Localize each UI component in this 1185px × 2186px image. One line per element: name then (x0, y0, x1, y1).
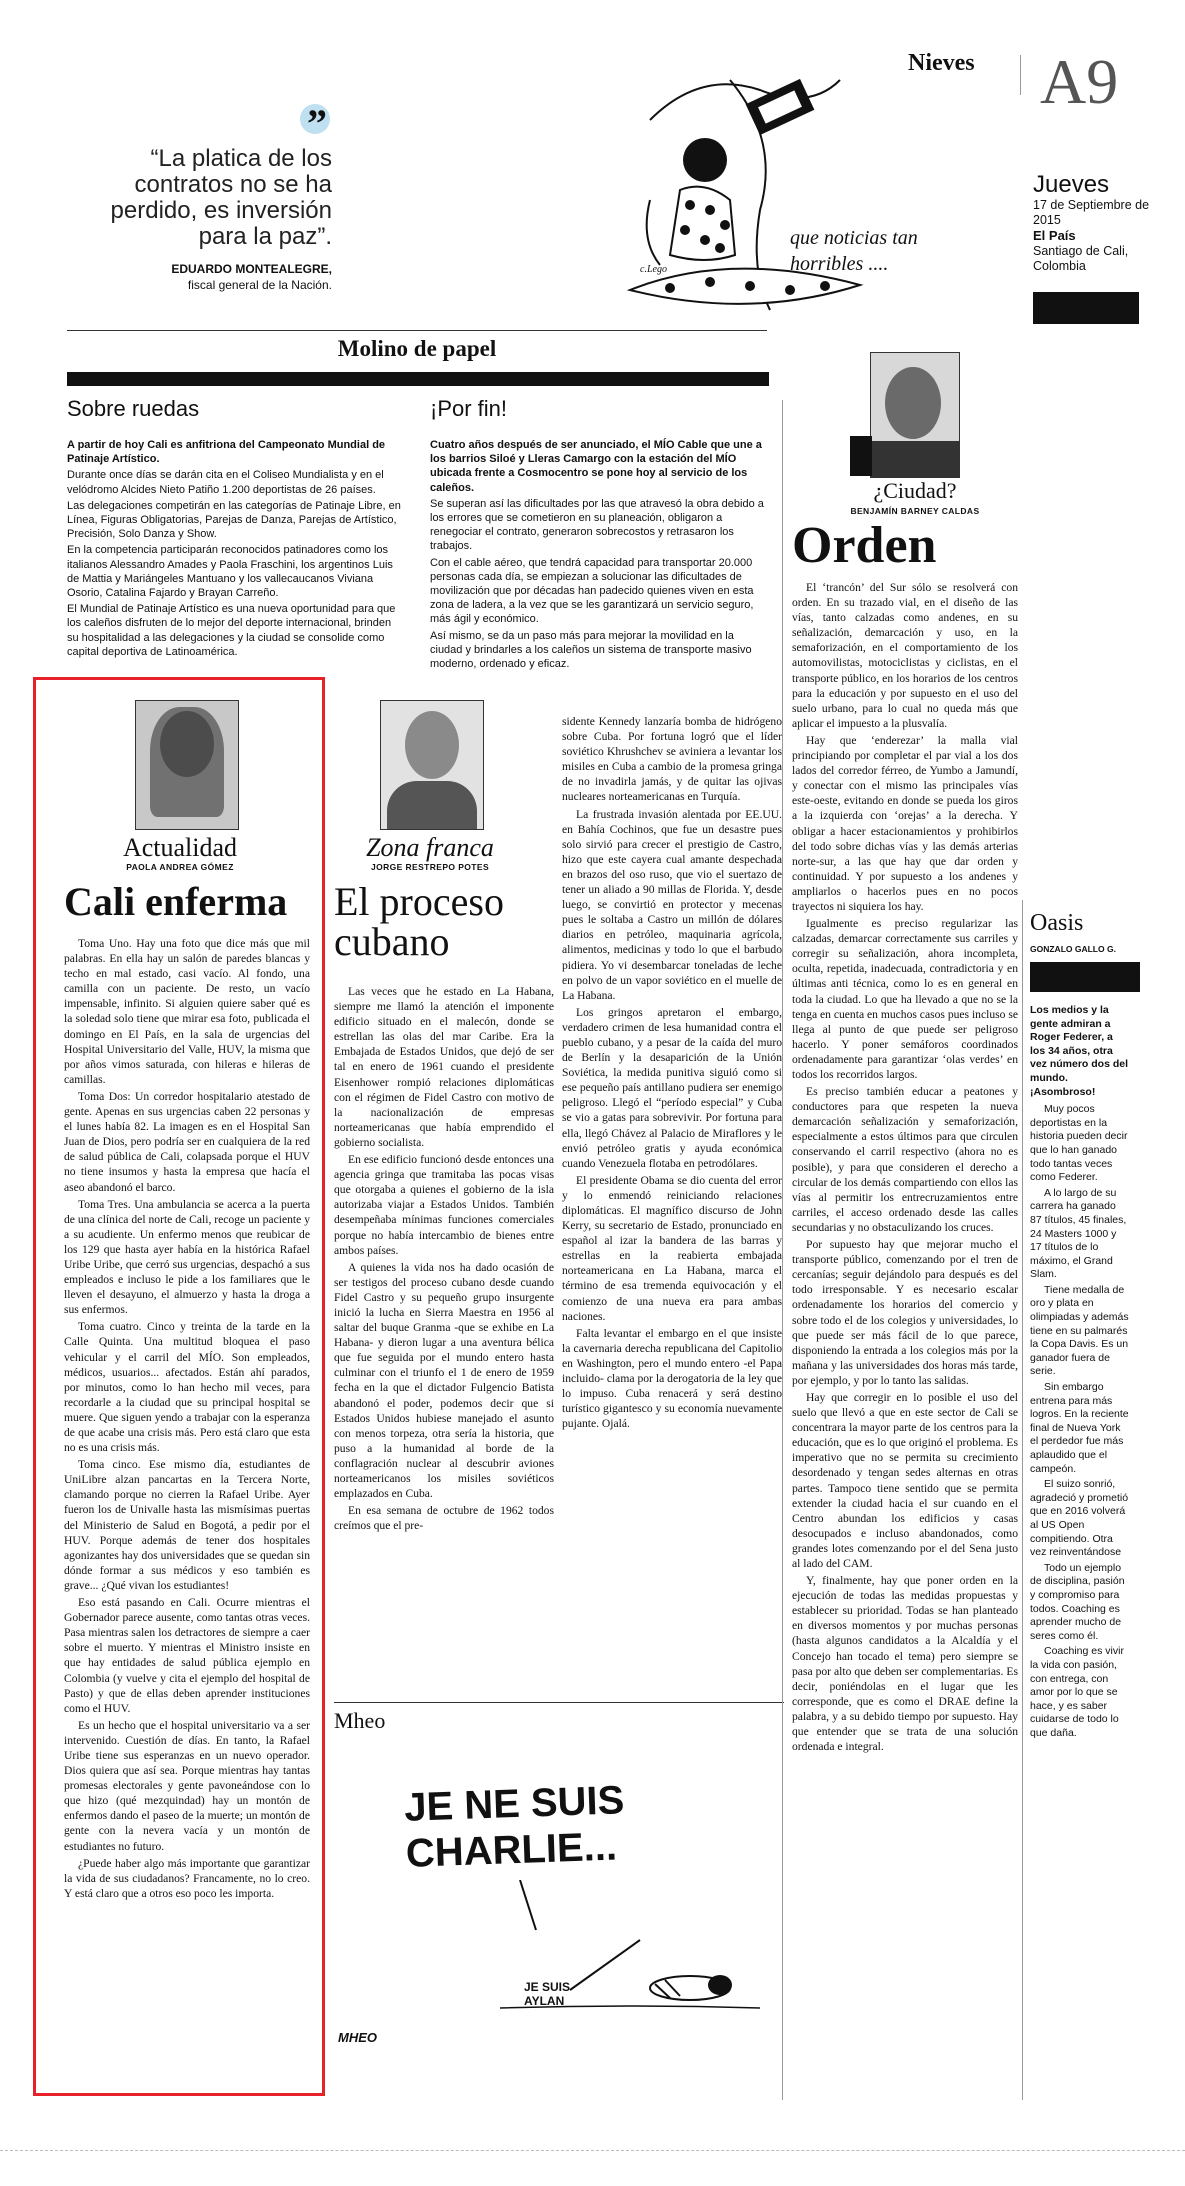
zona-franca-paragraph: En esa semana de octubre de 1962 todos creímos que el pre- (334, 1504, 554, 1533)
ciudad-paragraph: El ‘trancón’ del Sur sólo se resolverá con orden. En su trazado vial, en el diseño de las vías, tanto calzadas como andenes, en su señalización, demarcación y uso, en la semaforización, en el comportamiento de los automovilistas, motociclistas y ciclistas, en el transporte público, en los horarios de los centros para la educación y por supuesto en el uso del suelo urbano, para lo cual no queda más que aplicar el impuesto a la plusvalía. (792, 581, 1018, 730)
oasis-paragraph: Muy pocos deportistas en la historia pueden decir que lo han ganado todo tantas veces como Federer. (1030, 1103, 1128, 1184)
sobre-ruedas-paragraph: Durante once días se darán cita en el Coliseo Mundialista y en el velódromo Alcides Nieto Patiño 1.200 deportistas de 26 países. (67, 469, 384, 496)
ciudad-kicker: ¿Ciudad? (873, 478, 957, 503)
sobre-ruedas-lead: A partir de hoy Cali es anfitriona del Campeonato Mundial de Patinaje Artístico. (67, 439, 386, 466)
gomez-hair (150, 707, 224, 817)
oasis-byline: GONZALO GALLO G. (1030, 944, 1116, 954)
barney-photo-bar (850, 436, 872, 476)
restrepo-shirt (387, 781, 477, 829)
zona-franca-paragraph: Las veces que he estado en La Habana, siempre me llamó la atención el imponente edificio situado en el malecón, donde se estrellan las olas del mar Caribe. Era la Embajada de Estados Unidos, que dejó de ser tal en enero de 1961 cuando el presidente Eisenhower rompió relaciones diplomáticas con el régimen de Fidel Castro con motivo de la nacionalización de empresas norteamericanas que había emprendido el gobierno socialista. (334, 985, 554, 1149)
dateline-day: Jueves (1033, 171, 1110, 198)
oasis-paragraph: Tiene medalla de oro y plata en olimpiadas y además tiene en su palmarés la Copa Davis. Es un ganador fuera de serie. (1030, 1283, 1129, 1378)
zona-franca-col2 (562, 714, 782, 1433)
oasis-lead: Los medios y la gente admiran a Roger Federer, a los 34 años, otra vez número dos del mundo. ¡Asombroso! (1030, 1004, 1129, 1098)
page-number: A9 (1040, 46, 1119, 117)
dateline-paper: El País (1033, 228, 1076, 243)
oasis-paragraph: Sin embargo entrena para más logros. En la reciente final de Nueva York el perdedor fue más aplaudido que el campeón. (1030, 1381, 1129, 1475)
barney-shirt (871, 441, 959, 477)
molino-black-band (67, 372, 769, 386)
ciudad-paragraph: Hay que corregir en lo posible el uso del suelo que llevó a que en este sector de Cali se concentrara la mayor parte de los centros para la educación, que es lo que originó el problema. Es imperativo que no se permita su crecimiento desordenado y tengan sedes alternas en otras partes. Tampoco tiene sentido que se permita extender la ciudad hacia el sur cuando en el Centro abundan los edificios y casas desocupados e incluso abandonados, como grandes lotes comenzando por el del Sena justo al lado del CAM. (792, 1390, 1018, 1570)
quote-mark-icon: ” (307, 101, 327, 146)
ciudad-paragraph: Hay que ‘enderezar’ la malla vial principiando por completar el par vial a los dos lados del corredor férreo, de Yumbo a Jamundí, y conectar con el mismo las principales vías este-oeste, evitando en donde se pueda los giros a la izquierda con ‘orejas’ a la derecha. Y obligar a hacer estacionamientos y prohibirlos del todo sobre dichas vías y las demás arterias norte-sur, a las que hay que dar orden y continuidad. Y por supuesto a los andenes y ampliarlos o hacerlos pues en no pocos trayectos ni siquiera los hay. (792, 733, 1018, 913)
mheo-rule (334, 1702, 784, 1703)
top-cartoon-caption: que noticias tan horribles .... (790, 227, 918, 275)
restrepo-face (405, 711, 459, 779)
oasis-paragraph: El suizo sonrió, agradeció y prometió que en 2016 volverá al US Open compitiendo. Otra vez reinventándose (1030, 1478, 1129, 1559)
actualidad-body (64, 936, 310, 1903)
quote-role: fiscal general de la Nación. (187, 278, 332, 292)
actualidad-paragraph: Toma Uno. Hay una foto que dice más que mil palabras. En ella hay un salón de paredes blancas y techo en mal estado, casi vacío. Al fondo, una camilla con un paciente. De resto, un vacío impensable, infinito. Si alguien quiere saber qué es la soledad solo tiene que mirar esa foto, publicada el domingo en El País, en la sala de urgencias del Hospital Universitario del Valle, HUV, la misma que por años vimos saturada, con hileras e hileras de camillas. (64, 937, 310, 1086)
oasis-paragraph: Coaching es vivir la vida con pasión, con entrega, con amor por lo que se hace, y es saber cuidarse de todo lo que daña. (1030, 1645, 1124, 1739)
actualidad-kicker: Actualidad (122, 833, 238, 862)
zona-franca-headline: El proceso cubano (334, 879, 504, 964)
oasis-black-bar (1030, 962, 1140, 992)
por-fin-lead: Cuatro años después de ser anunciado, el MÍO Cable que une a los barrios Siloé y Lleras Camargo con la estación del MÍO ubicada frente a Cosmocentro se pone hoy al servicio de los caleños. (430, 439, 762, 494)
masthead-divider (1020, 55, 1021, 95)
por-fin-paragraph: Con el cable aéreo, que tendrá capacidad para transportar 20.000 personas cada día, se empiezan a solucionar las dificultades de movilización que por décadas han padecido quienes viven en esta zona de ladera, a la vez que se les garantizará un servicio seguro, más ágil y económico. (430, 556, 754, 626)
dateline-city: Santiago de Cali, Colombia (1033, 244, 1129, 273)
dateline (1033, 172, 1163, 274)
top-cartoon-signature: c.Lego (640, 264, 667, 275)
zona-franca-paragraph: A quienes la vida nos ha dado ocasión de ser testigos del proceso cubano desde cuando Fidel Castro y su pequeño grupo insurgente inició la lucha en Sierra Maestra en 1956 al saltar del buque Granma -que se exhibe en La Habana- y dieron lugar a una aventura bélica que fue seguida por el mundo entero hasta culminar con el triunfo el 1 de enero de 1959 fecha en la que el dictador Fulgencio Batista abandonó el poder, podemos decir que si Estados Unidos hubiese manejado el asunto con menos torpeza, otra sería la historia, que puso a la humanidad al borde de la conflagración nuclear al descubrir aviones norteamericanos los misiles soviéticos emplazados en Cuba. (334, 1260, 554, 1501)
por-fin-paragraph: Se superan así las dificultades por las que atravesó la obra debido a los errores que se cometieron en su planeación, obligaron a renegociar el contrato, generaron sobrecostos y retrasaron los trabajos. (430, 497, 764, 553)
barney-photo (870, 352, 960, 478)
dateline-date: 17 de Septiembre de 2015 (1033, 198, 1150, 227)
actualidad-paragraph: Toma Dos: Un corredor hospitalario atestado de gente. Apenas en sus urgencias caben 22 personas y el lunes había 82. La imagen es en el Hospital San Juan de Dios, pero podría ser en cualquiera de la red de salud pública de Cali, colapsada porque el HUV no tiene insumos y hasta la empresa que hacía el aseo abandonó el barco. (64, 1089, 310, 1194)
quote-author: EDUARDO MONTEALEGRE, (171, 262, 332, 276)
actualidad-paragraph: Toma Tres. Una ambulancia se acerca a la puerta de una clínica del norte de Cali, recoge un paciente y a su acudiente. Un enfermo menos que reubicar de los 129 que hasta ayer había en la histórica Rafael Uribe Uribe, que cerró sus urgencias, despachó a sus empleados e incluso le pide a los familiares que le lleven el desayuno, el almuerzo y hasta la droga a sus enfermos. (64, 1197, 310, 1317)
sobre-ruedas-paragraph: En la competencia participarán reconocidos patinadores como los italianos Alessandro Amades y Paola Fraschini, los argentinos Luis de Mattia y Mariángeles Mantuano y los vallecaucanos Viviana Osorio, Catalina Fajardo y Brayan Carreño. (67, 544, 393, 600)
sobre-ruedas-heading: Sobre ruedas (67, 396, 200, 421)
oasis-paragraph: A lo largo de su carrera ha ganado 87 títulos, 45 finales, 24 Masters 1000 y 17 títulos de lo máximo, el Grand Slam. (1030, 1186, 1127, 1281)
zona-franca-col1 (334, 984, 554, 1535)
zona-franca-paragraph: Falta levantar el embargo en el que insiste la cavernaria derecha republicana del Capitolio en Washington, pero el mundo entero -el Papa incluido- clama por la derogatoria de la ley que lo impuso. Cuba renacerá y será destino turístico gigantesco y su economía nuevamente pujante. Ojalá. (562, 1326, 782, 1431)
mheo-signature: MHEO (338, 2030, 377, 2045)
sobre-ruedas-body (67, 438, 405, 661)
molino-title: Molino de papel (337, 336, 497, 361)
gomez-photo (135, 700, 239, 830)
oasis-body (1030, 1004, 1130, 1742)
zona-franca-paragraph: La frustrada invasión alentada por EE.UU. en Bahía Cochinos, que fue un desastre pues solo sirvió para crecer el prestigio de Castro, hizo que este cayera cual amante despechada en brazos del oso ruso, que vio el suertazo de tener un aliado a 90 millas de Florida. Y, desde luego, se convirtió en protector y mecenas pues le soltaba a Castro un millón de dólares diarios en petróleo, maquinaria agrícola, alimentos, medicinas y todo lo que el barbudo pidiera. Yo vi desembarcar toneladas de leche en polvo de un vapor soviético en el muelle de La Habana. (562, 807, 782, 1002)
restrepo-photo (380, 700, 484, 830)
top-cartoon (610, 50, 950, 320)
ciudad-paragraph: Por supuesto hay que mejorar mucho el transporte público, comenzando por el tren de cercanías; seguir dejándolo para después es del todo irresponsable. Y es necesario escalar ordenadamente los horarios del comercio y sobre todo el de los colegios y universidades, lo que puede ser más fácil de lo que parece, disponiendo la entrada a los colegios más por la mañana y las universidades dos horas más tarde, por ejemplo, y por lo tanto las salidas. (792, 1238, 1018, 1387)
column-rule (782, 400, 783, 2100)
mheo-title: Mheo (334, 1708, 386, 1733)
zona-franca-byline: JORGE RESTREPO POTES (370, 862, 490, 872)
column-rule (1022, 900, 1023, 2100)
ciudad-byline: BENJAMÍN BARNEY CALDAS (850, 506, 980, 516)
zona-franca-paragraph: El presidente Obama se dio cuenta del error y lo enmendó reiniciando relaciones diplomáticas. El magnífico discurso de John Kerry, su secretario de Estado, pronunciado en español al izar la bandera de las barras y estrellas en la reabierta embajada norteamericana en La Habana, marca el término de esa tremenda equivocación y el comienzo de una nueva era para ambas naciones. (562, 1173, 782, 1323)
por-fin-body (430, 438, 768, 673)
zona-franca-paragraph: Los gringos apretaron el embargo, verdadero crimen de lesa humanidad contra el pueblo cubano, y a pesar de la caída del muro de Berlín y la desaparición de la Unión Soviética, la medida punitiva siguió como si ese pequeño país antillano pudiera ser enemigo peligroso. Llegó el “período especial” y Cuba se vio a gatas para sobrevivir. Por fortuna para ella, llegó Chávez al Palacio de Miraflores y le envió petróleo gratis y ayuda económica cuando Venezuela flotaba en petrodólares. (562, 1005, 782, 1170)
por-fin-paragraph: Así mismo, se da un paso más para mejorar la movilidad en la ciudad y brindarles a los caleños un sistema de transporte masivo moderno, ordenado y eficaz. (430, 629, 752, 671)
actualidad-headline: Cali enferma (64, 879, 288, 924)
actualidad-paragraph: Eso está pasando en Cali. Ocurre mientras el Gobernador parece ausente, como tantas otras veces. Pasa mientras salen los detractores de siempre a caer sobre el muerto. Y mientras el Ministro insiste en que hay entidades de salud pública ejemplo en Colombia (y vuelve y cita el ejemplo del hospital de Pasto) y que de ellas deben aprender instituciones como el HUV. (64, 1596, 310, 1715)
oasis-title: Oasis (1030, 910, 1084, 936)
zona-franca-paragraph: sidente Kennedy lanzaría bomba de hidrógeno sobre Cuba. Por fortuna logró que el líder soviético Khrushchev se aviniera a levantar los misiles en Cuba a cambio de la promesa gringa de no invadirla jamás, y de quitar las ojivas nucleares norteamericanas en Turquía. (562, 715, 782, 804)
actualidad-paragraph: Toma cuatro. Cinco y treinta de la tarde en la Calle Quinta. Una multitud bloquea el paso vehicular y el carril del MÍO. Son empleados, médicos, usuarios... afectados. Están ahí parados, por minutos, como lo han hecho mil veces, para recordarle a la ciudad que su principal hospital se muere. Que siguen yendo a trabajar con la esperanza de que acabe una crisis más. Pero está claro que esta no es una crisis más. (64, 1320, 310, 1455)
zona-franca-kicker: Zona franca (366, 833, 494, 862)
bottom-strip (0, 2150, 1185, 2152)
actualidad-byline: PAOLA ANDREA GÓMEZ (126, 862, 234, 872)
ciudad-body (792, 580, 1018, 1756)
mheo-cartoon-text: JE NE SUIS CHARLIE... (403, 1778, 625, 1876)
zona-franca-paragraph: En ese edificio funcionó desde entonces una agencia gringa que tramitaba las pocas visas que otorgaba a quienes el gobierno de la isla autorizaba viajar a Estados Unidos. También desempeñaba mínimas funciones comerciales porque no había intercambio de bienes entre ambos países. (334, 1153, 554, 1257)
sobre-ruedas-paragraph: El Mundial de Patinaje Artístico es una nueva oportunidad para que los caleños disfruten de lo mejor del deporte internacional, brinden su hospitalidad a las delegaciones y la ciudad se consolide como capital deportiva de Latinoamérica. (67, 603, 396, 658)
actualidad-paragraph: ¿Puede haber algo más importante que garantizar la vida de sus ciudadanos? Francamente, no lo creo. Y está claro que a otros eso poco les importa. (64, 1856, 310, 1900)
actualidad-paragraph: Toma cinco. Ese mismo día, estudiantes de UniLibre alzan pancartas en la Tercera Norte, clamando porque no cierren la Rafael Uribe. Ayer fueron los de Univalle hasta las mismísimas puertas del Ministerio de Salud en Bogotá, a pedir por el HUV. Porque además de tener dos hospitales agonizantes hay dos universidades que se quedan sin dónde formar a sus médicos y eso también es grave... ¿Qué vivan los estudiantes! (64, 1458, 310, 1592)
actualidad-paragraph: Es un hecho que el hospital universitario va a ser intervenido. Cuestión de días. En tanto, la Rafael Uribe tiene sus esperanzas en un nuevo operador. Dios quiera que así sea. Porque mientras hay tantas promesas electorales y gente pavoneándose con lo que hizo (qué mezquindad) hay un montón de enfermos dando el paseo de la muerte; un montón de gente con la nevera vacía y un montón de estudiantes no futuro. (64, 1718, 310, 1853)
ciudad-headline: Orden (792, 517, 937, 574)
ciudad-paragraph: Igualmente es preciso regularizar las calzadas, demarcar correctamente sus carriles y corregir su señalización, ahora incompleta, oculta, repetida, inadecuada, contradictoria y en últimas anti técnica, como lo es en general en toda la ciudad. Lo que ha llevado a que no se la tenga en cuenta en muchos casos pues incluso se llega al punto de que puede ser peligroso hacerlo. Y poner semáforos coordinados ordenadamente para garantizar ‘olas verdes’ en todos los recorridos largos. (792, 917, 1019, 1081)
ciudad-paragraph: Y, finalmente, hay que poner orden en la ejecución de todas las medidas propuestas y establecer su prioridad. Todas se han planteado en diversos momentos y por muchas personas (hasta algunos candidatos a la Alcaldía y el Concejo han tocado el tema) pero siempre se pasa por alto que deben ser complementarias. Es decir, poniéndolas en el lugar que les corresponde, que es como el DRAE define la palabra, y a su debido tiempo por supuesto. Hay que entender que se trata de una solución ordenada e integral. (792, 1574, 1018, 1754)
ciudad-paragraph: Es preciso también educar a peatones y conductores para que respeten la nueva demarcación señalización y semaforización, especialmente a estos últimos para que circulen conservando el carril respectivo (ahora no es posible), y para que consideren el derecho a circular de los demás compartiendo con ellos las vías al permitir los entrecruzamientos entre carriles, el acceso ordenado desde las calles secundarias y no obstaculizando los cruces. (792, 1085, 1018, 1234)
dateline-black-bar (1033, 292, 1139, 324)
barney-face (885, 367, 941, 439)
quote-text: “La platica de los contratos no se ha perdido, es inversión para la paz”. (110, 145, 332, 250)
oasis-paragraph: Todo un ejemplo de disciplina, pasión y compromiso para todos. Coaching es aprender mucho de seres como él. (1030, 1561, 1125, 1642)
mheo-small-text: JE SUIS AYLAN (524, 1980, 571, 2008)
molino-rule-top (67, 330, 767, 331)
sobre-ruedas-paragraph: Las delegaciones competirán en las categorías de Patinaje Libre, en Línea, Figuras Obligatorias, Parejas de Danza, Parejas de Artístico, Precisión, Solo Danza y Show. (67, 499, 401, 541)
por-fin-heading: ¡Por fin! (430, 396, 508, 421)
section-name: Nieves (908, 50, 975, 76)
